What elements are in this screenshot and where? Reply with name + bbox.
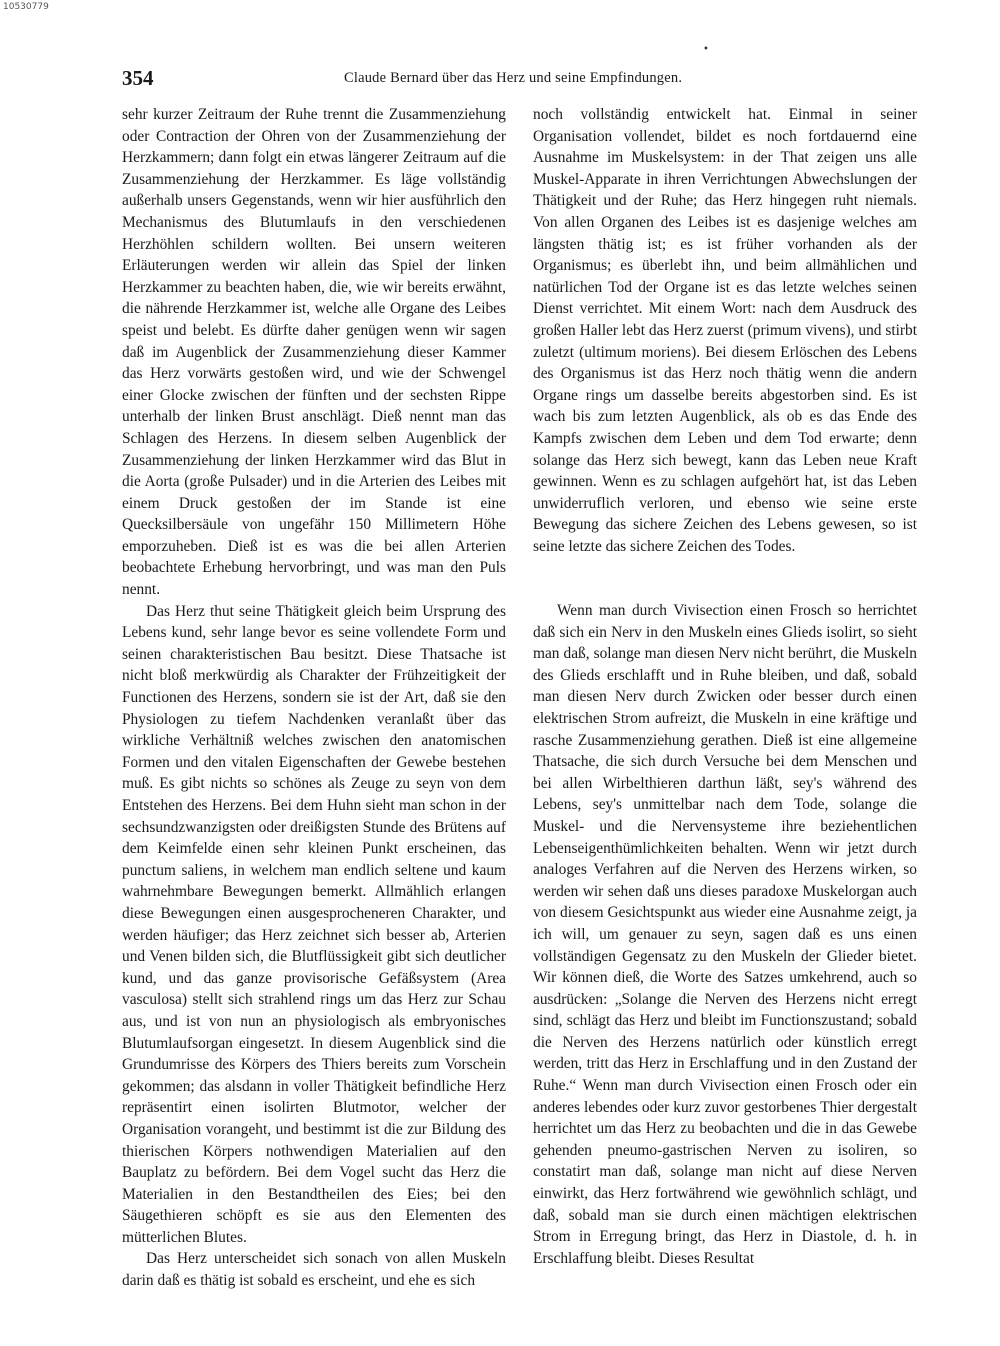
print-mark: • — [703, 44, 709, 55]
right-paragraph-2: Wenn man durch Vivisection einen Frosch so herrichtet daß sich ein Nerv in den Muskeln eines Glieds isolirt, so sieht man daß, solange man diesen Nerv nicht berührt, die Muskeln des Glieds erschlafft und in Ruhe bleiben, und daß, sobald man diesen Nerv durch Zwicken oder besser durch einen elektrischen Strom aufreizt, die Muskeln in eine kräftige und rasche Zusammenziehung gerathen. Dieß ist eine allgemeine Thatsache, die sich durch Versuche bei dem Menschen und bei allen Wirbelthieren darthun läßt, sey's während des Lebens, sey's unmittelbar nach dem Tode, solange die Muskel- und die Nervensysteme ihre beziehentlichen Lebenseigenthümlichkeiten behalten. Wenn wir jetzt durch analoges Verfahren auf die Nerven des Herzens wirken, so werden wir sehen daß uns dieses paradoxe Muskelorgan auch von diesem Gesichtspunkt aus wieder eine Ausnahme zeigt, ja ich will, um genauer zu seyn, sagen daß es uns einen vollständigen Gegensatz zu den Muskeln der Glieder bietet. Wir können dieß, die Worte des Satzes umkehrend, auch so ausdrücken: „Solange die Nerven des Herzens nicht erregt sind, schlägt das Herz und bleibt im Functionszustand; sobald die Nerven des Herzens natürlich oder künstlich erregt werden, tritt das Herz in Erschlaffung und in den Zustand der Ruhe.“ Wenn man durch Vivisection einen Frosch oder ein anderes lebendes oder kurz zuvor gestorbenes Thier dergestalt herrichtet um das Herz zu beobachten und die in das Gewebe gehenden pneumo-gastrischen Nerven zu isoliren, so constatirt man daß, solange man nicht auf diese Nerven einwirkt, das Herz fortwährend wie gewöhnlich schlägt, und daß, sobald man sie durch einen mächtigen elektrischen Strom in Erregung bringt, das Herz in Diastole, d. h. in Erschlaffung bleibt. Dieses Resultat — [533, 602, 917, 1267]
running-title: Claude Bernard über das Herz und seine Empfindungen. — [344, 70, 683, 86]
left-paragraph-2: Das Herz thut seine Thätigkeit gleich beim Ursprung des Lebens kund, sehr lange bevor es seine vollendete Form und seinen charakteristischen Bau besitzt. Diese Thatsache ist nicht bloß merkwürdig als Charakter der Frühzeitigkeit der Functionen des Herzens, sondern sie ist der Art, daß sie den Physiologen zu tiefem Nachdenken veranlaßt über das wirkliche Verhältniß welches zwischen den anatomischen Formen und den vitalen Eigenschaften der Gewebe bestehen muß. Es gibt nichts so schönes als Zeuge zu seyn von dem Entstehen des Herzens. Bei dem Huhn sieht man schon in der sechsundzwanzigsten oder dreißigsten Stunde des Brütens auf dem Keimfelde einen sehr kleinen Punkt erscheinen, das punctum saliens, in welchem man endlich seltene und kaum wahrnehmbare Bewegungen bemerkt. Allmählich erlangen diese Bewegungen einen ausgesprocheneren Charakter, und werden häufiger; das Herz zeichnet sich besser ab, Arterien und Venen bilden sich, die Blutflüssigkeit gibt sich deutlicher kund, und das ganze provisorische Gefäßsystem (Area vasculosa) stellt sich strahlend rings um das Herz zur Schau aus, und ist von nun an physiologisch als embryonisches Blutumlaufsorgan eingesetzt. In diesem Augenblick sind die Grundumrisse des Körpers des Thiers bereits zum Vorschein gekommen; das alsdann in voller Thätigkeit befindliche Herz repräsentirt einen isolirten Blutmotor, welcher der Organisation vorangeht, und bestimmt ist die zur Bildung des thierischen Körpers nothwendigen Materialien auf den Bauplatz zu befördern. Bei dem Vogel sucht das Herz die Materialien in den Bestandtheilen des Eies; bei den Säugethieren schöpft es sie aus den Elementen des mütterlichen Blutes. — [122, 602, 506, 1246]
right-column — [533, 104, 917, 557]
page-number: 354 — [122, 66, 154, 90]
scan-id: 10530779 — [3, 2, 49, 12]
left-paragraph-3: Das Herz unterscheidet sich sonach von allen Muskeln darin daß es thätig ist sobald es erscheint, und ehe es sich — [122, 1250, 506, 1290]
left-column — [122, 104, 506, 1292]
page-header — [122, 66, 917, 90]
left-paragraph-1: sehr kurzer Zeitraum der Ruhe trennt die Zusammenziehung oder Contraction der Ohren von der Zusammenziehung der Herzkammern; dann folgt ein etwas längerer Zeitraum auf die Zusammenziehung der Herzkammer. Es läge vollständig außerhalb unsers Gegenstands, wenn wir hier ausführlich den Mechanismus des Blutumlaufs in den verschiedenen Herzhöhlen schildern wollten. Bei unsern weiteren Erläuterungen werden wir allein das Spiel der linken Herzkammer zu beachten haben, die, wie wir bereits erwähnt, die nährende Herzkammer ist, welche alle Organe des Leibes speist und belebt. Es dürfte daher genügen wenn wir sagen daß im Augenblick der Zusammenziehung dieser Kammer das Herz vorwärts gestoßen wird, und wie der Schwengel einer Glocke zwischen der fünften und der sechsten Rippe unterhalb der linken Brust anschlägt. Dieß nennt man das Schlagen des Herzens. In diesem selben Augenblick der Zusammenziehung der linken Herzkammer wird das Blut in die Aorta (große Pulsader) und in die Arterien des Leibes mit einem Druck gestoßen der im Stande ist eine Quecksilbersäule von ungefähr 150 Millimetern Höhe emporzuheben. Dieß ist es was die bei allen Arterien beobachtete Erhebung hervorbringt, und was man den Puls nennt. — [122, 106, 506, 599]
right-paragraph-1: noch vollständig entwickelt hat. Einmal in seiner Organisation vollendet, bildet es noch fortdauernd eine Ausnahme im Muskelsystem: in der That zeigen uns alle Muskel-Apparate in ihren Verrichtungen Abwechslungen der Thätigkeit und der Ruhe; das Herz hingegen ruht niemals. Von allen Organen des Leibes ist es dasjenige welches am längsten thätig ist; es ist früher vorhanden als der Organismus; es überlebt ihn, und beim allmählichen und natürlichen Tod der Organe ist es das letzte welches seinen Dienst verrichtet. Mit einem Wort: nach dem Ausdruck des großen Haller lebt das Herz zuerst (primum vivens), und stirbt zuletzt (ultimum moriens). Bei diesem Erlöschen des Lebens des Organismus ist das Herz noch thätig wenn die andern Organe rings um dasselbe bereits abgestorben sind. Es ist wach bis zum letzten Augenblick, als ob es das Ende des Kampfs zwischen dem Leben und dem Tod erwarte; denn solange das Herz sich bewegt, kann das Leben neue Kraft gewinnen. Wenn es zu schlagen aufgehört hat, ist das Leben unwiderruflich verloren, und ebenso wie seine erste Bewegung das sichere Zeichen des Lebens gewesen, so ist seine letzte das sichere Zeichen des Todes. — [533, 106, 917, 555]
right-column-lower — [533, 600, 917, 1269]
